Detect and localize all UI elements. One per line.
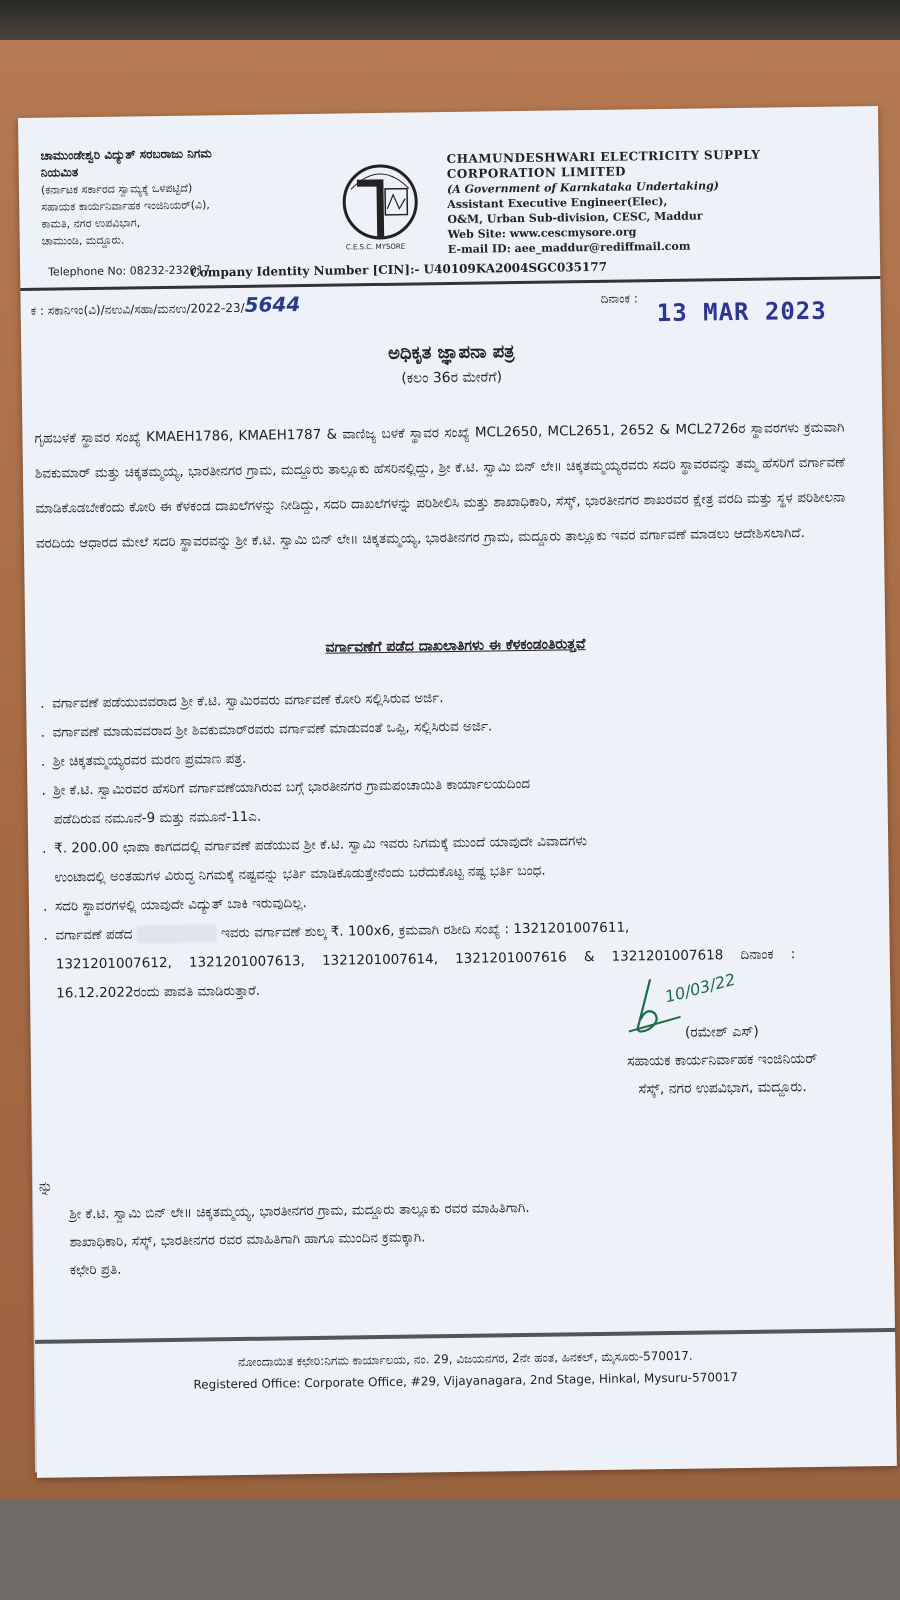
copy-to-label: ನ್ನು [38, 1178, 53, 1195]
kn-org-line1: ಚಾಮುಂಡೇಶ್ವರಿ ವಿದ್ಯುತ್ ಸರಬರಾಜು ನಿಗಮ [40, 146, 212, 163]
date-label: ದಿನಾಂಕ : [600, 291, 638, 306]
kn-org-line3: (ಕರ್ನಾಟಕ ಸರ್ಕಾರದ ಸ್ವಾಮ್ಯಕ್ಕೆ ಒಳಪಟ್ಟಿದೆ) [40, 181, 193, 197]
email: E-mail ID: aee_maddur@rediffmail.com [447, 239, 691, 257]
document-title: ಅಧಿಕೃತ ಜ್ಞಾಪನಾ ಪತ್ರ [387, 341, 515, 364]
footer-divider [35, 1328, 895, 1344]
documents-list [38, 678, 852, 1008]
reference-line [30, 292, 300, 320]
handwritten-date: 10/03/22 [662, 969, 738, 1007]
en-org-line3: (A Government of Karnkataka Undertaking) [446, 179, 720, 197]
document-subtitle: (ಕಲಂ 36ರ ಮೇರೆಗೆ) [401, 369, 503, 387]
signature-block [557, 1016, 888, 1105]
redacted-name [137, 924, 217, 943]
documents-heading: ವರ್ಗಾವಣೆಗೆ ಪಡೆದ ದಾಖಲಾತಿಗಳು ಈ ಕೆಳಕಂಡಂತಿರುತ್ತವೆ [325, 636, 586, 656]
list-item: . ವರ್ಗಾವಣೆ ಮಾಡುವವರಾದ ಶ್ರೀ ಶಿವಕುಮಾರ್‌ರವರು ವರ್ಗಾವಣೆ ಮಾಡುವಂತೆ ಒಪ್ಪಿ, ಸಲ್ಲಿಸಿರುವ ಅರ್ಜಿ. [38, 707, 848, 747]
reference-prefix: ಕ : ಸಕಾನಿಇಂ(ವಿ)/ನಉವಿ/ಸಹಾ/ಮನಉ/2022-23/ [30, 300, 245, 318]
list-item: . ಸದರಿ ಸ್ಥಾವರಗಳಲ್ಲಿ ಯಾವುದೇ ವಿದ್ಯುತ್ ಬಾಕಿ ಇರುವುದಿಲ್ಲ. [41, 881, 851, 921]
fee-text-end: ಇವರು ವರ್ಗಾವಣೆ ಶುಲ್ಕ ₹. 100x6, ಕ್ರಮವಾಗಿ ರಶೀದಿ ಸಂಖ್ಯೆ : 1321201007611, [220, 919, 630, 942]
footer-english: Registered Office: Corporate Office, #29, Vijayanagara, 2nd Stage, Hinkal, Mysuru-570017 [193, 1370, 738, 1392]
fee-text-start: ವರ್ಗಾವಣೆ ಪಡೆದ [55, 926, 133, 944]
logo-caption: C.E.S.C. MYSORE [345, 242, 406, 252]
date-stamp: 13 MAR 2023 [656, 296, 827, 328]
list-item: . ₹. 200.00 ಛಾಪಾ ಕಾಗದದಲ್ಲಿ ವರ್ಗಾವಣೆ ಪಡೆಯುವ ಶ್ರೀ ಕೆ.ಟಿ. ಸ್ವಾಮಿ ಇವರು ನಿಗಮಕ್ಕೆ ಮುಂದೆ ಯಾವುದೇ ವಿವಾದಗಳು [40, 823, 850, 863]
signatory-designation: ಸಹಾಯಕ ಕಾರ್ಯನಿರ್ವಾಹಕ ಇಂಜಿನಿಯರ್ [627, 1050, 818, 1070]
header-english [447, 146, 868, 257]
telephone: Telephone No: 08232-232017 [48, 263, 211, 279]
list-item-continued: ಪಡೆದಿರುವ ನಮೂನೆ-9 ಮತ್ತು ನಮೂನೆ-11ಎ. [53, 808, 262, 828]
website: Web Site: www.cescmysore.org [447, 225, 637, 242]
copy-to-item: ಶಾಖಾಧಿಕಾರಿ, ಸೆಸ್ಕ್, ಭಾರತೀನಗರ ರವರ ಮಾಹಿತಿಗಾಗಿ ಹಾಗೂ ಮುಂದಿನ ಕ್ರಮಕ್ಕಾಗಿ. [69, 1229, 426, 1251]
list-item: . ಶ್ರೀ ಚಿಕ್ಕತಮ್ಮಯ್ಯರವರ ಮರಣ ಪ್ರಮಾಣ ಪತ್ರ. [39, 736, 849, 776]
company-cin: Company Identity Number [CIN]:- U40109KA2004SGC035177 [190, 259, 608, 280]
footer [35, 1342, 896, 1398]
kn-office-line2: ಕಾಮತಿ, ನಗರ ಉಪವಿಭಾಗ, [41, 216, 141, 231]
footer-kannada: ನೋಂದಾಯಿತ ಕಛೇರಿ:ನಿಗಮ ಕಾರ್ಯಾಲಯ, ನಂ. 29, ವಿಜಯನಗರ, 2ನೇ ಹಂತ, ಹಿನಕಲ್, ಮೈಸೂರು-570017. [237, 1348, 693, 1370]
list-item-continued: ಉಂಟಾದಲ್ಲಿ ಅಂತಹುಗಳ ವಿರುದ್ಧ ನಿಗಮಕ್ಕೆ ನಷ್ಟವನ್ನು ಭರ್ತಿ ಮಾಡಿಕೊಡುತ್ತೇನೆಂದು ಬರೆದುಕೊಟ್ಟ ನಷ್ಟ ಭರ್ತಿ ಬಂಧ. [54, 862, 546, 886]
copy-to-item: ಕಛೇರಿ ಪ್ರತಿ. [69, 1261, 122, 1279]
header-divider [20, 276, 880, 291]
en-org-line2: CORPORATION LIMITED [446, 164, 627, 182]
kn-org-line2: ನಿಯಮಿತ [40, 165, 79, 180]
signatory-office: ಸೆಸ್ಕ್, ನಗರ ಉಪವಿಭಾಗ, ಮದ್ದೂರು. [638, 1079, 807, 1098]
letter-sheet [18, 106, 897, 1478]
copy-to-item: ಶ್ರೀ ಕೆ.ಟಿ. ಸ್ವಾಮಿ ಬಿನ್ ಲೇ॥ ಚಿಕ್ಕತಮ್ಮಯ್ಯ, ಭಾರತೀನಗರ ಗ್ರಾಮ, ಮದ್ದೂರು ತಾಲ್ಲೂಕು ರವರ ಮಾಹಿತಿಗಾಗಿ. [69, 1199, 530, 1223]
en-office-line1: Assistant Executive Engineer(Elec), [447, 194, 668, 212]
receipt-numbers: 1321201007612, 1321201007613, 1321201007614, 1321201007616 & 1321201007618 ದಿನಾಂಕ : [55, 946, 796, 973]
en-office-line2: O&M, Urban Sub-division, CESC, Maddur [447, 209, 703, 227]
payment-date: 16.12.2022ರಂದು ಪಾವತಿ ಮಾಡಿರುತ್ತಾರೆ. [56, 982, 261, 1002]
background-bottom [0, 1500, 900, 1600]
kn-office-line3: ಚಾಮುಂಡಿ, ಮದ್ದೂರು. [41, 233, 125, 248]
copy-to-section [39, 1161, 860, 1284]
header-kannada [40, 144, 281, 249]
kn-office-line1: ಸಹಾಯಕ ಕಾರ್ಯನಿರ್ವಾಹಕ ಇಂಜಿನಿಯರ್(ವಿ), [41, 198, 210, 214]
en-org-line1: CHAMUNDESHWARI ELECTRICITY SUPPLY [446, 147, 761, 167]
list-item: . ಶ್ರೀ ಕೆ.ಟಿ. ಸ್ವಾಮಿರವರ ಹೆಸರಿಗೆ ವರ್ಗಾವಣೆಯಾಗಿರುವ ಬಗ್ಗೆ ಭಾರತೀನಗರ ಗ್ರಾಮಪಂಚಾಯಿತಿ ಕಾರ್ಯಾಲಯದಿಂದ [39, 765, 849, 805]
list-item: . ವರ್ಗಾವಣೆ ಪಡೆಯುವವರಾದ ಶ್ರೀ ಕೆ.ಟಿ. ಸ್ವಾಮಿರವರು ವರ್ಗಾವಣೆ ಕೋರಿ ಸಲ್ಲಿಸಿರುವ ಅರ್ಜಿ. [38, 678, 848, 718]
body-paragraph: ಗೃಹಬಳಕೆ ಸ್ಥಾವರ ಸಂಖ್ಯೆ KMAEH1786, KMAEH1787 & ವಾಣಿಜ್ಯ ಬಳಕೆ ಸ್ಥಾವರ ಸಂಖ್ಯೆ MCL2650, MCL2651, 2652 & MCL2726ರ ಸ್ಥಾವರಗಳು ಕ್ರಮವಾಗಿ ಶಿವಕುಮಾರ್ ಮತ್ತು ಚಿಕ್ಕತಮ್ಮಯ್ಯ, ಭಾರತೀನಗರ ಗ್ರಾಮ, ಮದ್ದೂರು ತಾಲ್ಲೂಕು ಹೆಸರಿನಲ್ಲಿದ್ದು, ಶ್ರೀ ಕೆ.ಟಿ. ಸ್ವಾಮಿ ಬಿನ್ ಲೇ॥ ಚಿಕ್ಕತಮ್ಮಯ್ಯರವರು ಸದರಿ ಸ್ಥಾವರವನ್ನು ತಮ್ಮ ಹೆಸರಿಗೆ ವರ್ಗಾವಣೆ ಮಾಡಿಕೊಡಬೇಕೆಂದು ಕೋರಿ ಈ ಕೆಳಕಂಡ ದಾಖಲೆಗಳನ್ನು ನೀಡಿದ್ದು, ಸದರಿ ದಾಖಲೆಗಳನ್ನು ಪರಿಶೀಲಿಸಿ ಮತ್ತು ಶಾಖಾಧಿಕಾರಿ, ಸೆಸ್ಕ್, ಭಾರತೀನಗರ ಶಾಖರವರ ಕ್ಷೇತ್ರ ವರದಿ ಮತ್ತು ಸ್ಥಳ ಪರಿಶೀಲನಾ ವರದಿಯ ಆಧಾರದ ಮೇಲೆ ಸದರಿ ಸ್ಥಾವರವನ್ನು ಶ್ರೀ ಕೆ.ಟಿ. ಸ್ವಾಮಿ ಬಿನ್ ಲೇ॥ ಚಿಕ್ಕತಮ್ಮಯ್ಯ, ಭಾರತೀನಗರ ಗ್ರಾಮ, ಮದ್ದೂರು ತಾಲ್ಲೂಕು ಇವರ ವರ್ಗಾವಣೆ ಮಾಡಲು ಆದೇಶಿಸಲಾಗಿದೆ. [34, 419, 846, 552]
signatory-name: (ರಮೇಶ್ ಎಸ್) [684, 1023, 759, 1041]
cesc-logo [337, 158, 424, 252]
reference-number: 5644 [244, 292, 301, 317]
